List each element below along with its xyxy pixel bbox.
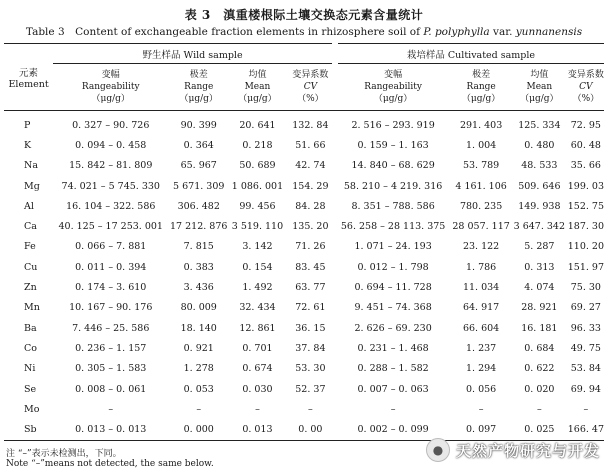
value-cell: 1. 004 <box>466 139 497 151</box>
value-cell: – <box>536 403 542 415</box>
table-note-cn: 注 “–”表示未检测出，下同。 <box>6 449 122 459</box>
value-cell: 1. 786 <box>466 261 497 273</box>
value-cell: 0. 154 <box>242 261 273 273</box>
value-cell: 0. 674 <box>242 363 273 375</box>
table-row <box>4 359 604 379</box>
title-en-mid: var. <box>489 26 516 38</box>
value-cell: 17 212. 876 <box>170 221 228 233</box>
value-cell: 56. 258 – 28 113. 375 <box>340 221 446 233</box>
table-title-en <box>0 24 608 39</box>
value-cell: 0. 013 – 0. 013 <box>53 419 168 440</box>
table-row <box>4 338 604 358</box>
cultivated-sample-header: 栽培样品 Cultivated sample <box>335 44 604 64</box>
value-cell: 0. 174 – 3. 610 <box>75 282 147 294</box>
table-row <box>4 277 604 297</box>
value-cell: 28. 921 <box>521 302 558 314</box>
value-cell: 72. 61 <box>295 302 326 314</box>
value-cell: 0. 480 <box>524 139 555 151</box>
value-cell: 40. 125 – 17 253. 001 <box>58 221 163 233</box>
value-cell: 4 161. 106 <box>455 180 507 192</box>
element-cell: Ca <box>24 221 37 233</box>
wild-mean-header: 均值 Mean （μg/g） <box>238 70 277 104</box>
wechat-icon: ● <box>426 438 450 462</box>
value-cell: 2. 626 – 69. 230 <box>354 322 432 334</box>
value-cell: 58. 210 – 4 219. 316 <box>343 180 443 192</box>
value-cell: 1. 237 <box>466 342 497 354</box>
value-cell: 152. 75 <box>567 200 604 212</box>
element-cell: Mo <box>24 403 40 415</box>
value-cell: 0. 159 – 1. 163 <box>357 139 429 151</box>
table-row <box>4 135 604 155</box>
value-cell: 49. 75 <box>570 342 601 354</box>
value-cell: 12. 861 <box>239 322 276 334</box>
value-cell: 0. 002 – 0. 099 <box>335 419 451 440</box>
value-cell: 1. 294 <box>466 363 497 375</box>
value-cell: 0. 622 <box>524 363 555 375</box>
value-cell: 63. 77 <box>295 282 326 294</box>
value-cell: – <box>583 403 589 415</box>
value-cell: 306. 482 <box>177 200 220 212</box>
element-cell: Ba <box>24 322 37 334</box>
value-cell: – <box>390 403 396 415</box>
table-row <box>4 111 604 136</box>
table-row <box>4 196 604 216</box>
value-cell: 291. 403 <box>459 119 503 131</box>
value-cell: 37. 84 <box>295 342 326 354</box>
value-cell: 64. 917 <box>462 302 500 314</box>
element-cell: Na <box>24 160 38 172</box>
value-cell: 23. 122 <box>462 241 500 253</box>
wild-extreme-header: 极差 Range （μg/g） <box>179 70 218 104</box>
cultivated-range-header: 变幅 Rangeability （μg/g） <box>364 70 422 104</box>
value-cell: 32. 434 <box>239 302 276 314</box>
value-cell: 0. 684 <box>524 342 555 354</box>
value-cell: 0. 013 <box>229 419 286 440</box>
value-cell: 28 057. 117 <box>452 221 510 233</box>
value-cell: 0. 921 <box>183 342 214 354</box>
value-cell: 53. 789 <box>462 160 500 172</box>
value-cell: 0. 030 <box>242 383 273 395</box>
title-en-species: P. polyphylla <box>423 26 490 38</box>
value-cell: – <box>196 403 202 415</box>
table-row <box>4 257 604 277</box>
value-cell: 0. 053 <box>183 383 214 395</box>
value-cell: 50. 689 <box>239 160 276 172</box>
value-cell: 1. 492 <box>242 282 273 294</box>
value-cell: 20. 641 <box>239 119 276 131</box>
value-cell: 11. 034 <box>462 282 500 294</box>
value-cell: – <box>255 403 260 415</box>
value-cell: 780. 235 <box>459 200 503 212</box>
element-cell: Cu <box>24 261 38 273</box>
value-cell: 99. 456 <box>239 200 276 212</box>
value-cell: 5 671. 309 <box>173 180 225 192</box>
element-cell: Ni <box>24 363 36 375</box>
cultivated-mean-header: 均值 Mean （μg/g） <box>520 70 559 104</box>
value-cell: 149. 938 <box>518 200 561 212</box>
title-en-variety: yunnanensis <box>515 26 583 38</box>
element-header <box>4 44 53 111</box>
value-cell: 0. 701 <box>242 342 273 354</box>
value-cell: 0. 313 <box>524 261 555 273</box>
table-row <box>4 237 604 257</box>
element-cell: Sb <box>4 419 53 440</box>
value-cell: 0. 305 – 1. 583 <box>75 363 147 375</box>
table-body <box>4 111 604 441</box>
wild-cv-header: 变异系数 CV （%） <box>292 70 329 104</box>
value-cell: 69. 94 <box>570 383 601 395</box>
value-cell: 8. 351 – 788. 586 <box>351 200 435 212</box>
value-cell: 0. 218 <box>242 139 273 151</box>
value-cell: 66. 604 <box>462 322 500 334</box>
value-cell: 0. 008 – 0. 061 <box>75 383 147 395</box>
value-cell: 5. 287 <box>524 241 555 253</box>
value-cell: 0. 288 – 1. 582 <box>357 363 429 375</box>
table-title-cn: 表 3 滇重楼根际土壤交换态元素含量统计 <box>184 8 424 22</box>
value-cell: 96. 33 <box>570 322 601 334</box>
value-cell: 509. 646 <box>518 180 561 192</box>
value-cell: 10. 167 – 90. 176 <box>69 302 153 314</box>
value-cell: 3. 142 <box>242 241 273 253</box>
element-content-table <box>4 43 604 441</box>
table-row <box>4 156 604 176</box>
value-cell: 52. 37 <box>295 383 326 395</box>
value-cell: 72. 95 <box>570 119 601 131</box>
table-row <box>4 379 604 399</box>
value-cell: 18. 140 <box>180 322 217 334</box>
element-cell: Mg <box>24 180 40 192</box>
value-cell: 0. 694 – 11. 728 <box>354 282 432 294</box>
value-cell: 84. 28 <box>295 200 326 212</box>
value-cell: 53. 30 <box>295 363 326 375</box>
value-cell: 0. 236 – 1. 157 <box>75 342 147 354</box>
value-cell: 14. 840 – 68. 629 <box>351 160 435 172</box>
value-cell: 7. 815 <box>183 241 214 253</box>
element-cell: Al <box>24 200 34 212</box>
value-cell: 132. 84 <box>292 119 329 131</box>
value-cell: 135. 20 <box>292 221 329 233</box>
watermark <box>426 437 600 463</box>
value-cell: 74. 021 – 5 745. 330 <box>61 180 160 192</box>
value-cell: 3 519. 110 <box>231 221 284 233</box>
element-header-en: Element <box>8 78 49 90</box>
element-cell: Mn <box>24 302 40 314</box>
header-column-row <box>4 64 604 111</box>
table-row <box>4 399 604 419</box>
value-cell: 53. 84 <box>570 363 601 375</box>
value-cell: 65. 967 <box>180 160 217 172</box>
value-cell: 1. 278 <box>183 363 214 375</box>
value-cell: 7. 446 – 25. 586 <box>72 322 150 334</box>
value-cell: 9. 451 – 74. 368 <box>354 302 432 314</box>
value-cell: 75. 30 <box>570 282 601 294</box>
value-cell: 35. 66 <box>570 160 601 172</box>
value-cell: 0. 097 <box>451 419 511 440</box>
title-en-prefix: Table 3 Content of exchangeable fraction elements in rhizosphere soil of <box>25 26 424 38</box>
value-cell: 0. 007 – 0. 063 <box>357 383 429 395</box>
value-cell: 0. 012 – 1. 798 <box>357 261 429 273</box>
cultivated-extreme-header: 极差 Range （μg/g） <box>461 70 501 104</box>
table-row <box>4 318 604 338</box>
element-cell: Co <box>24 342 37 354</box>
value-cell: 154. 29 <box>292 180 329 192</box>
value-cell: 110. 20 <box>567 241 604 253</box>
value-cell: 125. 334 <box>518 119 561 131</box>
element-cell: K <box>24 139 32 151</box>
value-cell: 3. 436 <box>183 282 214 294</box>
element-cell: Fe <box>24 241 36 253</box>
header-group-row <box>4 44 604 64</box>
cultivated-cv-header: 变异系数 CV （%） <box>567 70 604 104</box>
value-cell: 15. 842 – 81. 809 <box>69 160 153 172</box>
value-cell: 2. 516 – 293. 919 <box>351 119 435 131</box>
value-cell: 0. 025 <box>511 419 568 440</box>
table-row <box>4 298 604 318</box>
value-cell: 0. 066 – 7. 881 <box>75 241 147 253</box>
value-cell: 1 086. 001 <box>231 180 284 192</box>
value-cell: 36. 15 <box>295 322 326 334</box>
value-cell: 83. 45 <box>295 261 326 273</box>
watermark-text: 天然产物研究与开发 <box>456 441 601 460</box>
value-cell: 51. 66 <box>295 139 326 151</box>
value-cell: 0. 327 – 90. 726 <box>72 119 150 131</box>
value-cell: 0. 000 <box>168 419 229 440</box>
value-cell: 16. 104 – 322. 586 <box>66 200 156 212</box>
value-cell: 48. 533 <box>521 160 558 172</box>
value-cell: 16. 181 <box>521 322 558 334</box>
element-cell: P <box>24 119 31 131</box>
value-cell: 0. 00 <box>286 419 335 440</box>
value-cell: 71. 26 <box>295 241 326 253</box>
value-cell: 0. 094 – 0. 458 <box>75 139 147 151</box>
value-cell: 0. 364 <box>183 139 214 151</box>
value-cell: – <box>478 403 484 415</box>
table-row <box>4 176 604 196</box>
value-cell: 151. 97 <box>567 261 604 273</box>
wild-sample-header: 野生样品 Wild sample <box>53 44 335 64</box>
element-cell: Se <box>24 383 37 395</box>
value-cell: 3 647. 342 <box>513 221 566 233</box>
element-header-cn: 元素 <box>19 67 39 79</box>
value-cell: – <box>308 403 313 415</box>
value-cell: 1. 071 – 24. 193 <box>354 241 432 253</box>
value-cell: 80. 009 <box>180 302 217 314</box>
value-cell: 60. 48 <box>570 139 601 151</box>
value-cell: 199. 03 <box>567 180 604 192</box>
value-cell: 166. 47 <box>568 419 604 440</box>
value-cell: 90. 399 <box>180 119 217 131</box>
table-note-en: Note “–”means not detected, the same below. <box>6 459 214 469</box>
value-cell: 4. 074 <box>524 282 555 294</box>
value-cell: 0. 231 – 1. 468 <box>357 342 429 354</box>
element-cell: Zn <box>24 282 37 294</box>
value-cell: 0. 011 – 0. 394 <box>75 261 147 273</box>
value-cell: 0. 056 <box>466 383 497 395</box>
value-cell: 69. 27 <box>570 302 601 314</box>
value-cell: 42. 74 <box>295 160 326 172</box>
table-row <box>4 216 604 236</box>
value-cell: – <box>108 403 114 415</box>
value-cell: 0. 020 <box>524 383 555 395</box>
wild-range-header: 变幅 Rangeability （μg/g） <box>81 70 140 104</box>
value-cell: 187. 30 <box>567 221 604 233</box>
value-cell: 0. 383 <box>183 261 214 273</box>
